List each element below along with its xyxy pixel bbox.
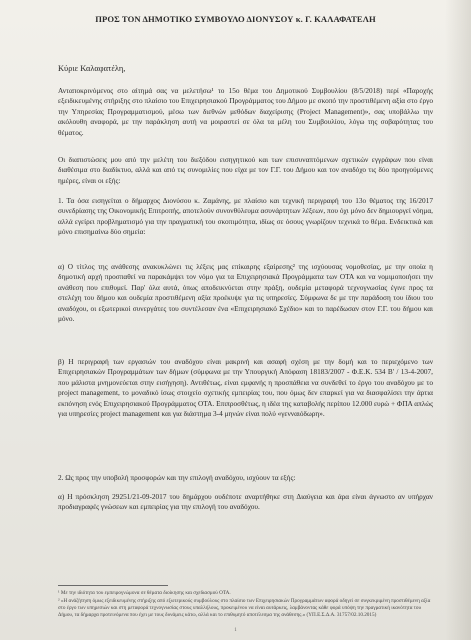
point-2-paragraph: 2. Ως προς την υποβολή προσφορών και την επιλογή αναδόχου, ισχύουν τα εξής: (58, 473, 296, 482)
point-2a-paragraph: α) Η πρόσκληση 29251/21-09-2017 του δημάρχου ουδέποτε αναρτήθηκε στη Διαύγεια και άρα είναι άγνωστο αν υπήρχαν προδιαγραφές γνώσεων και εμπειρίας για την επιλογή του αναδόχου. (58, 492, 433, 512)
findings-intro-paragraph: Οι διαπιστώσεις μου από την μελέτη του διεξόδου εισηγητικού και των επισυναπτόμενων σχετικών εγγράφων που είναι διαθέσιμα στο διαδίκτυο, αλλά και από τις συνομιλίες που είχα με τον Γ.Γ. του Δήμου και τον αναδόχο τις δύο προηγούμενες ημέρες, είναι οι εξής: (58, 155, 433, 185)
photo-shadow (445, 0, 471, 640)
letter-heading: ΠΡΟΣ ΤΟΝ ΔΗΜΟΤΙΚΟ ΣΥΜΒΟΥΛΟ ΔΙΟΝΥΣΟΥ κ. Γ. ΚΑΛΑΦΑΤΕΛΗ (95, 14, 376, 24)
salutation: Κύριε Καλαφατέλη, (58, 64, 126, 73)
intro-paragraph: Ανταποκρινόμενος στο αίτημά σας να μελετήσω¹ το 15ο θέμα του Δημοτικού Συμβουλίου (8/5/2018) περί «Παροχής εξειδικευμένης στήριξης στο πλαίσιο του Επιχειρησιακού Προγράμματος του Δήμου με σκοπό την προστιθέμενη αξία στο έργο την Υπηρεσίας Προγραμματισμού, μέσω των διεθνών μεθόδων διαχείρισης (Project Management)», σας υποβάλλω την ακόλουθη αναφορά, με την παράκληση αυτή να μοιραστεί σε όλα τα μέλη του Συμβουλίου, λόγω της σοβαρότητας του θέματος. (58, 86, 433, 137)
page-number: 1 (234, 628, 237, 633)
footnote-divider (58, 585, 168, 586)
point-1b-paragraph: β) Η περιγραφή των εργασιών του αναδόχου είναι μακρινή και ασαφή σχέση με την δομή και το περιεχόμενο των Επιχειρησιακών Προγραμμάτων των δήμων (σύμφωνα με την Υπουργική Απόφαση 18183/2007 - Φ.Ε.Κ. 534 Β' / 13-4-2007, που μάλιστα μνημονεύεται στην εισήγηση). Αντιθέτως, είναι εμφανής η προσπάθεια να συνδεθεί το έργο του αναδόχου με το project management, το μοναδικό ίσως στοιχείο σχετικής εμπειρίας του, που όμως δεν επαρκεί για να διασφαλίσει την άρτια εκπόνηση ενός Επιχειρησιακού Προγράμματος ΟΤΑ. Επιπροσθέτως, η ιδέα της καταβολής περίπου 12.000 ευρώ + ΦΠΑ απλώς για υπηρεσίες project management και για διάστημα 3-4 μηνών είναι πολύ «γενναιόδωρη». (58, 357, 433, 419)
footnote-2: ² «Η ανάζήτηση όμως εξειδικευμένης στήριξης από εξωτερικούς συμβούλους στο πλαίσιο των Επιχειρησιακών Προγραμμάτων αφορά οδηγεί σε συγκεκριμένη προστιθέμενη αξία στο έργο των υπηρεσιών και στη μεταφορά τεχνογνωσίας στους υπαλλήλους, προκειμένου να είναι αυτάρκεις, λαμβάνοντας κάθε φορά υπόψη την πραγματική ικανότητα του Δήμου, τα δήμαρχα προτεινόμενα που έχει με τους δυνάμεις κάτω, αλλά και το επιθυμητό αποτέλεσμα της ανάθεσης.» (ΥΠ.Ε.Σ.Δ.Α. 31757/02.10.2015) (58, 598, 431, 618)
point-1a-paragraph: α) Ο τίτλος της ανάθεσης ανακυκλώνει τις λέξεις μας επίκαιρης εξαίρεσης² της ισχύουσας νομοθεσίας, με την οποία η δημοτική αρχή προσπαθεί να παρακάμψει τον νόμο για τα Επιχειρησιακά Προγράμματα των ΟΤΑ και να νομιμοποιήσει την ανάθεση που επιθυμεί. Παρ' όλα αυτά, όπως αποδεικνύεται στην πράξη, ουδεμία μεταφορά τεχνογνωσίας έγινε προς τα στελέχη του δήμου και ουδεμία προστιθέμενη αξία προέκυψε για τις υπηρεσίες. Σύμφωνα δε με την παράδοση του ίδιου του αναδόχου, οι εξωτερικοί συνεργάτες του συντέλεσαν ένα «Επιχειρησιακό Σχέδιο» και το παρέδωσαν στον Γ.Γ. του δήμου και μόνο. (58, 262, 433, 324)
footnote-1: ¹ Με την ιδιότητα του εμπειρογνώμονα σε θέματα διοίκησης και σχεδιασμού ΟΤΑ. (58, 590, 231, 596)
point-1-paragraph: 1. Τα όσα εισηγείται ο δήμαρχος Διονύσου κ. Ζαμάνης, με πλαίσιο και τεχνική περιγραφή του 13ο θέματος της 16/2017 συνεδρίασης της Οικονομικής Επιτροπής, αποτελούν συνονθύλευμα ασυνάρτητων λέξεων, που όχι μόνο δεν δημιουργεί νόημα, αλλά εγείρει προβληματισμό για την πραγματική του σκοπιμότητα, ιδίως σε όσους γνωρίζουν τεχνικά το θέμα. Ενδεικτικά και μόνο επισημαίνω δύο σημεία: (58, 196, 433, 237)
